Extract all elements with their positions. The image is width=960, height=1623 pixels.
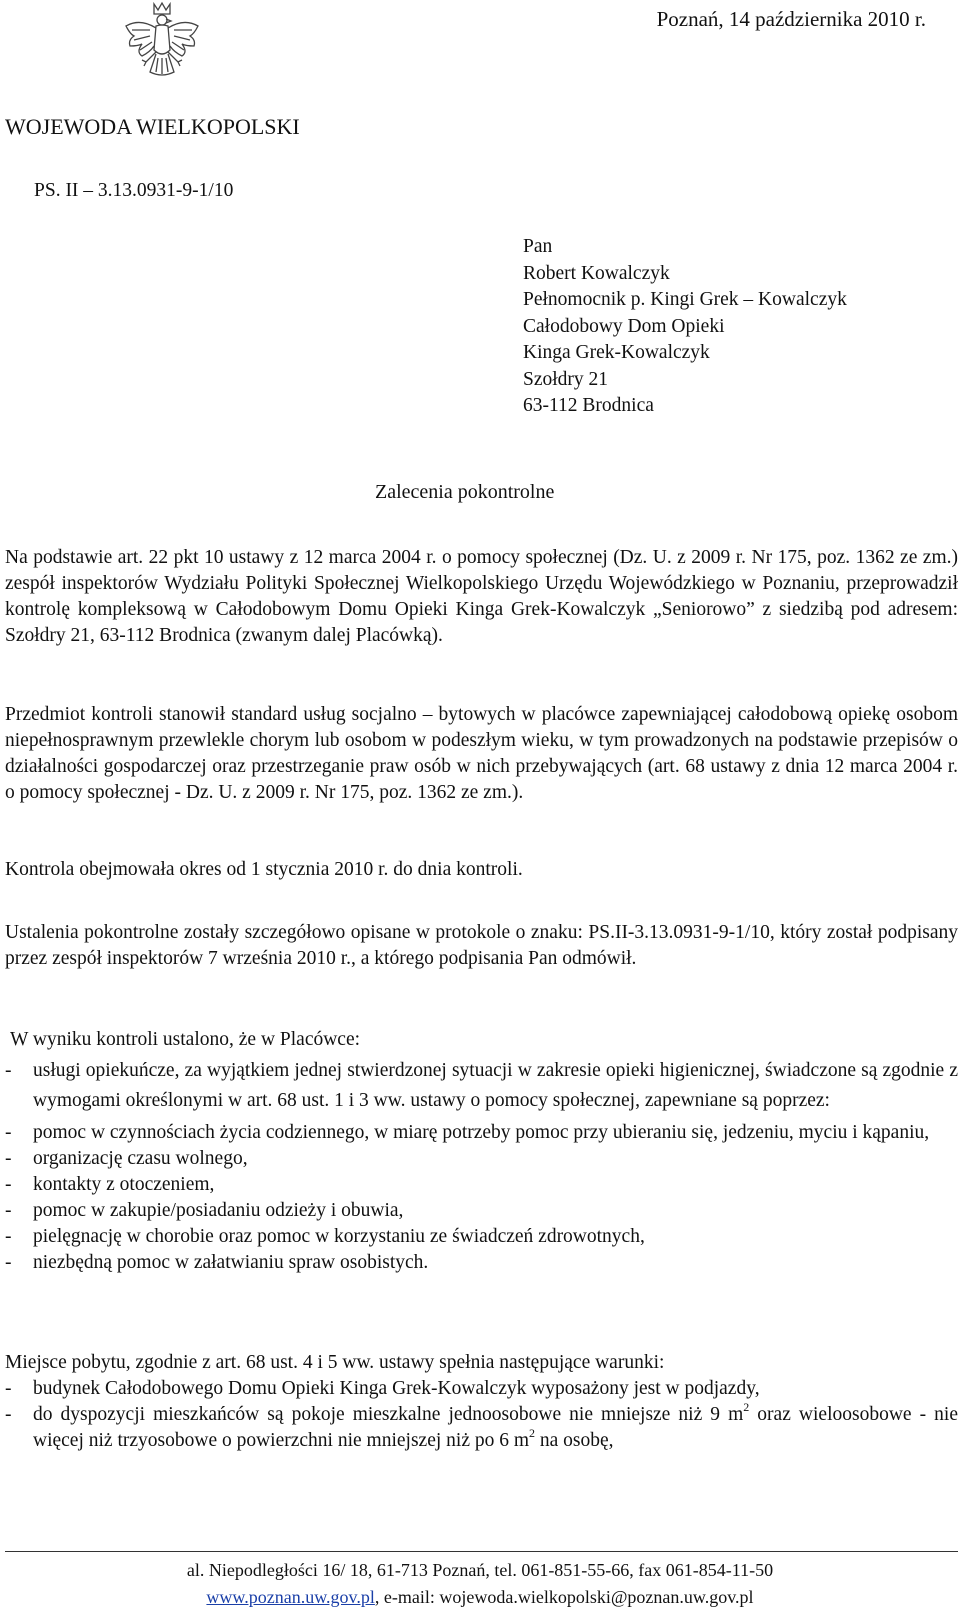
text-segment: do dyspozycji mieszkańców są pokoje mieszkalne jednoosobowe nie mniejsze niż 9 m [33,1404,744,1425]
list-dash: - [5,1174,12,1195]
letter-subject: Zalecenia pokontrolne [375,481,555,503]
paragraph-text: W wyniku kontroli ustalono, że w Placówce: [10,1029,361,1050]
list-dash: - [5,1060,12,1081]
sender-organization: WOJEWODA WIELKOPOLSKI [5,114,300,139]
addressee-line: 63-112 Brodnica [523,395,654,416]
paragraph-legal-basis [5,545,958,649]
list-dash: - [5,1148,12,1169]
list-item-text: pomoc w czynnościach życia codziennego, w miarę potrzeby pomoc przy ubieraniu się, jedzeniu, myciu i kąpaniu, [33,1122,930,1143]
residence-list [5,1376,958,1454]
list-item [5,1198,958,1224]
list-item [5,1399,958,1454]
list-item [5,1146,958,1172]
superscript: 2 [529,1425,536,1440]
paragraph-text: Ustalenia pokontrolne zostały szczegółowo opisane w protokole o znaku: PS.II-3.13.0931-9-1/10, który został podpisany przez zespół inspektorów 7 września 2010 r., a którego podpisania Pan odmówił. [5,922,958,969]
list-dash: - [5,1252,12,1273]
paragraph-findings-protocol [5,920,958,972]
list-item [5,1056,958,1116]
footer-divider [5,1551,958,1552]
list-item [5,1120,958,1146]
list-dash: - [5,1404,12,1425]
letter-date: Poznań, 14 października 2010 r. [656,7,926,31]
list-item [5,1172,958,1198]
paragraph-text: Na podstawie art. 22 pkt 10 ustawy z 12 marca 2004 r. o pomocy społecznej (Dz. U. z 2009 r. Nr 175, poz. 1362 ze zm.) zespół inspektorów Wydziału Polityki Społecznej Wielkopolskiego Urzędu Wojewódzkiego w Poznaniu, przeprowadził kontrolę kompleksową w Całodobowym Domu Opieki Kinga Grek-Kowalczyk „Seniorowo” z siedzibą pod adresem: Szołdry 21, 63-112 Brodnica (zwanym dalej Placówką). [5,547,958,646]
footer-contact [0,1584,960,1610]
website-link[interactable]: www.poznan.uw.gov.pl [206,1587,375,1607]
list-item-text: pielęgnację w chorobie oraz pomoc w korzystaniu ze świadczeń zdrowotnych, [33,1226,645,1247]
text-segment: na osobę, [535,1430,614,1451]
paragraph-text: Przedmiot kontroli stanowił standard usług socjalno – bytowych w placówce zapewniającej całodobową opiekę osobom niepełnosprawnym przewlekle chorym lub osobom w podeszłym wieku, w tym prowadzonych na podstawie przepisów o działalności gospodarczej oraz przestrzeganie praw osób w nich przebywających (art. 68 ustawy z dnia 12 marca 2004 r. o pomocy społecznej - Dz. U. z 2009 r. Nr 175, poz. 1362 ze zm.). [5,704,958,803]
addressee-line: Pełnomocnik p. Kingi Grek – Kowalczyk [523,289,847,310]
list-dash: - [5,1122,12,1143]
list-item-text: usługi opiekuńcze, za wyjątkiem jednej stwierdzonej sytuacji w zakresie opieki higienicznej, świadczone są zgodnie z wymogami określonymi w art. 68 ust. 1 i 3 ww. ustawy o pomocy społecznej, zapewniane są poprzez: [33,1060,958,1111]
list-dash: - [5,1200,12,1221]
addressee-block [523,234,847,420]
addressee-line: Kinga Grek-Kowalczyk [523,342,710,363]
findings-list [5,1056,958,1276]
paragraph-text: Miejsce pobytu, zgodnie z art. 68 ust. 4 i 5 ww. ustawy spełnia następujące warunki: [5,1352,665,1373]
reference-number: PS. II – 3.13.0931-9-1/10 [34,180,234,201]
addressee-line: Robert Kowalczyk [523,262,670,284]
paragraph-residence-intro [5,1350,958,1376]
list-dash: - [5,1378,12,1399]
superscript: 2 [743,1399,750,1414]
list-item [5,1250,958,1276]
paragraph-subject-of-control [5,702,958,806]
paragraph-control-period [5,857,958,883]
addressee-line: Całodobowy Dom Opieki [523,315,725,337]
eagle-emblem-icon [120,0,204,98]
list-item [5,1224,958,1250]
list-item-text: niezbędną pomoc w załatwianiu spraw osobistych. [33,1252,429,1273]
list-item-text: kontakty z otoczeniem, [33,1174,215,1195]
list-item-text: budynek Całodobowego Domu Opieki Kinga Grek-Kowalczyk wyposażony jest w podjazdy, [33,1378,760,1399]
list-item-text: pomoc w zakupie/posiadaniu odzieży i obuwia, [33,1200,404,1221]
footer-address: al. Niepodległości 16/ 18, 61-713 Poznań, tel. 061-851-55-66, fax 061-854-11-50 [186,1560,774,1580]
addressee-line: Pan [523,236,553,257]
paragraph-findings-intro [10,1027,960,1053]
footer-email: , e-mail: wojewoda.wielkopolski@poznan.uw.gov.pl [374,1587,754,1607]
list-item [5,1376,958,1402]
text-segment: oraz wieloosobowe - nie więcej niż trzyosobowe o powierzchni nie mniejszej niż po 6 m [33,1404,958,1451]
list-item-text: organizację czasu wolnego, [33,1148,248,1169]
addressee-line: Szołdry 21 [523,368,609,390]
paragraph-text: Kontrola obejmowała okres od 1 stycznia 2010 r. do dnia kontroli. [5,859,523,880]
list-item-text [33,1399,958,1454]
list-dash: - [5,1226,12,1247]
